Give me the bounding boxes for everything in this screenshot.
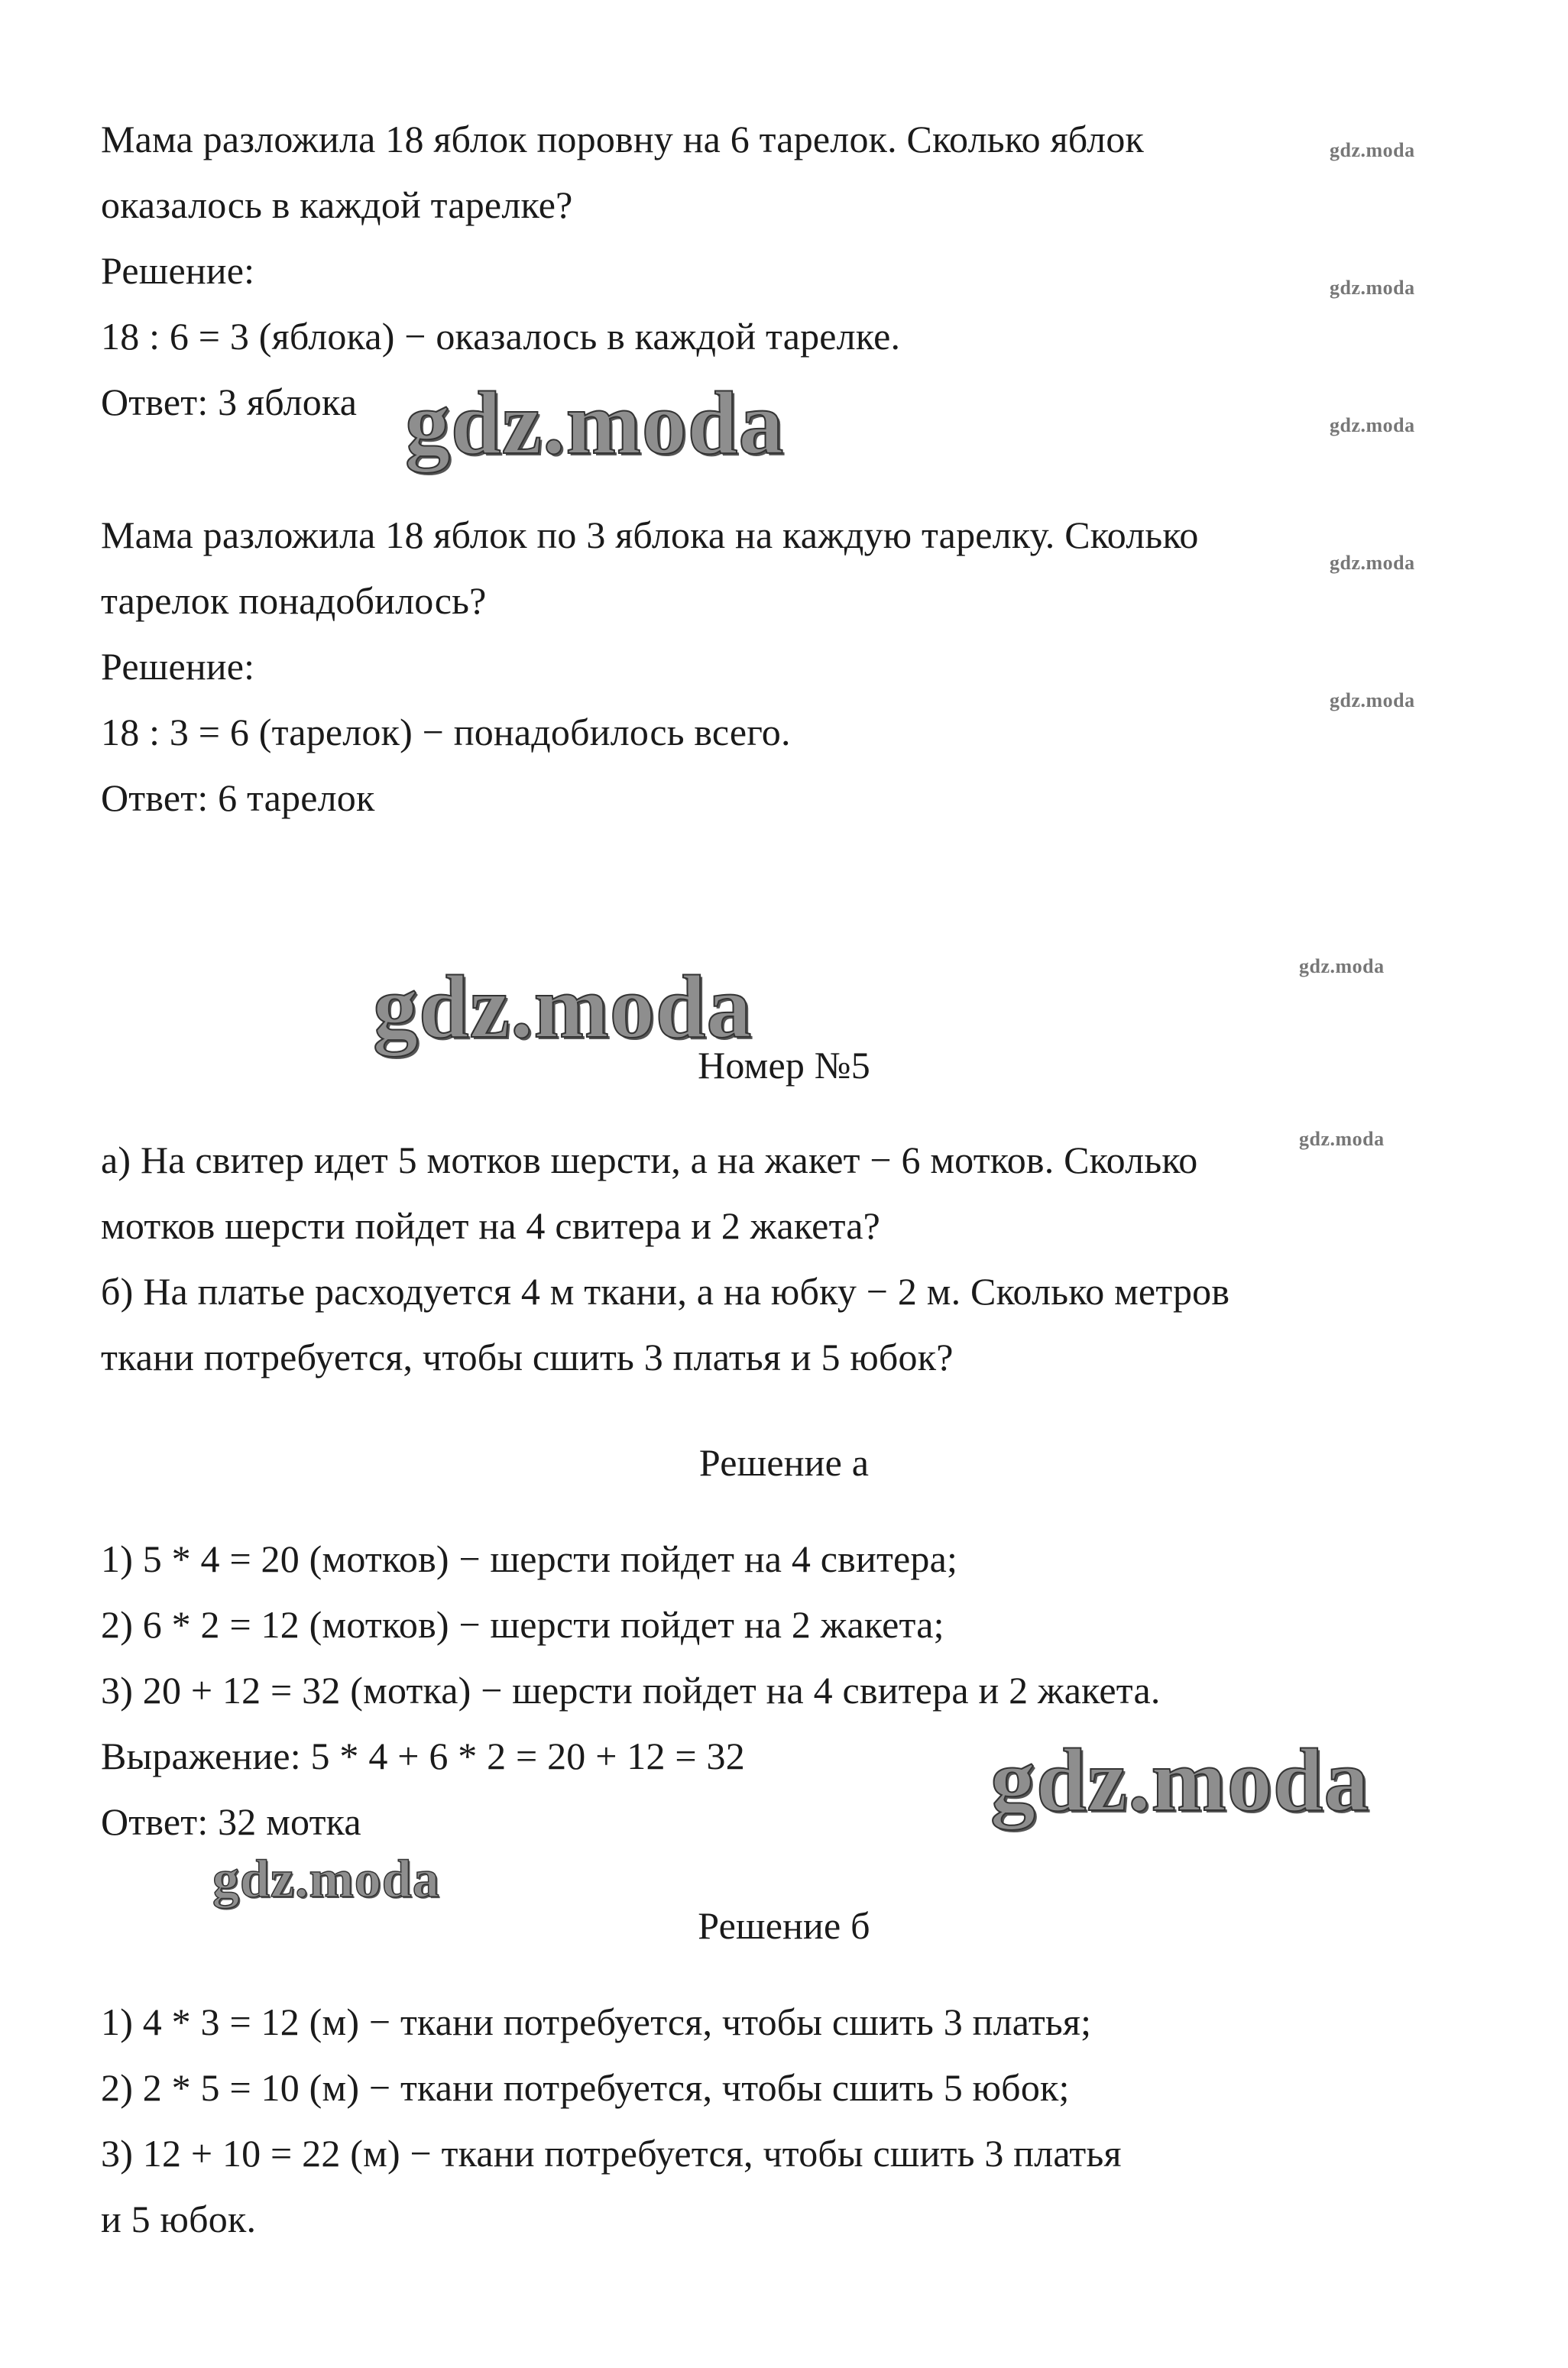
solution-a-step-3: 3) 20 + 12 = 32 (мотка) − шерсти пойдет на 4 свитера и 2 жакета. — [101, 1669, 1161, 1712]
task-a-line-2: мотков шерсти пойдет на 4 свитера и 2 жакета? — [101, 1204, 881, 1247]
task-a-line-1: а) На свитер идет 5 мотков шерсти, а на жакет − 6 мотков. Сколько — [101, 1139, 1198, 1181]
task-b-line-1: б) На платье расходуется 4 м ткани, а на юбку − 2 м. Сколько метров — [101, 1270, 1230, 1313]
watermark: gdz.moda — [373, 957, 753, 1057]
solution-a-answer: Ответ: 32 мотка — [101, 1800, 361, 1843]
task-b-line-2: ткани потребуется, чтобы сшить 3 платья и 5 юбок? — [101, 1336, 954, 1378]
solution-label: Решение: — [101, 249, 255, 292]
solution-label: Решение: — [101, 645, 255, 688]
solution-a-step-1: 1) 5 * 4 = 20 (мотков) − шерсти пойдет на 4 свитера; — [101, 1537, 958, 1580]
watermark: gdz.moda — [990, 1730, 1370, 1830]
solution-b-step-3-continuation: и 5 юбок. — [101, 2198, 257, 2240]
watermark: gdz.moda — [1330, 689, 1415, 711]
question-1-line-2: оказалось в каждой тарелке? — [101, 183, 573, 226]
question-2-line-1: Мама разложила 18 яблок по 3 яблока на каждую тарелку. Сколько — [101, 513, 1199, 556]
solution-b-heading: Решение б — [698, 1904, 870, 1947]
solution-b-step-2: 2) 2 * 5 = 10 (м) − ткани потребуется, чтобы сшить 5 юбок; — [101, 2066, 1070, 2109]
solution-b-step-3: 3) 12 + 10 = 22 (м) − ткани потребуется, чтобы сшить 3 платья — [101, 2132, 1122, 2175]
question-2-line-2: тарелок понадобилось? — [101, 579, 487, 622]
solution-a-heading: Решение а — [698, 1441, 870, 1484]
question-1-line-1: Мама разложила 18 яблок поровну на 6 тарелок. Сколько яблок — [101, 118, 1145, 160]
watermark: gdz.moda — [1299, 1128, 1385, 1150]
answer-line: Ответ: 3 яблока — [101, 381, 358, 423]
watermark: gdz.moda — [1299, 955, 1385, 977]
solution-line: 18 : 6 = 3 (яблока) − оказалось в каждой тарелке. — [101, 315, 901, 358]
solution-a-expression: Выражение: 5 * 4 + 6 * 2 = 20 + 12 = 32 — [101, 1735, 745, 1777]
solution-b-step-1: 1) 4 * 3 = 12 (м) − ткани потребуется, чтобы сшить 3 платья; — [101, 2000, 1092, 2043]
watermark: gdz.moda — [405, 373, 785, 473]
watermark: gdz.moda — [1330, 552, 1415, 574]
answer-line: Ответ: 6 тарелок — [101, 776, 375, 819]
watermark: gdz.moda — [212, 1850, 440, 1909]
watermark: gdz.moda — [1330, 414, 1415, 436]
watermark: gdz.moda — [1330, 139, 1415, 161]
watermark: gdz.moda — [1330, 277, 1415, 299]
solution-line: 18 : 3 = 6 (тарелок) − понадобилось всего. — [101, 711, 791, 753]
solution-a-step-2: 2) 6 * 2 = 12 (мотков) − шерсти пойдет на 2 жакета; — [101, 1603, 944, 1646]
problem-5-heading: Номер №5 — [698, 1044, 870, 1087]
